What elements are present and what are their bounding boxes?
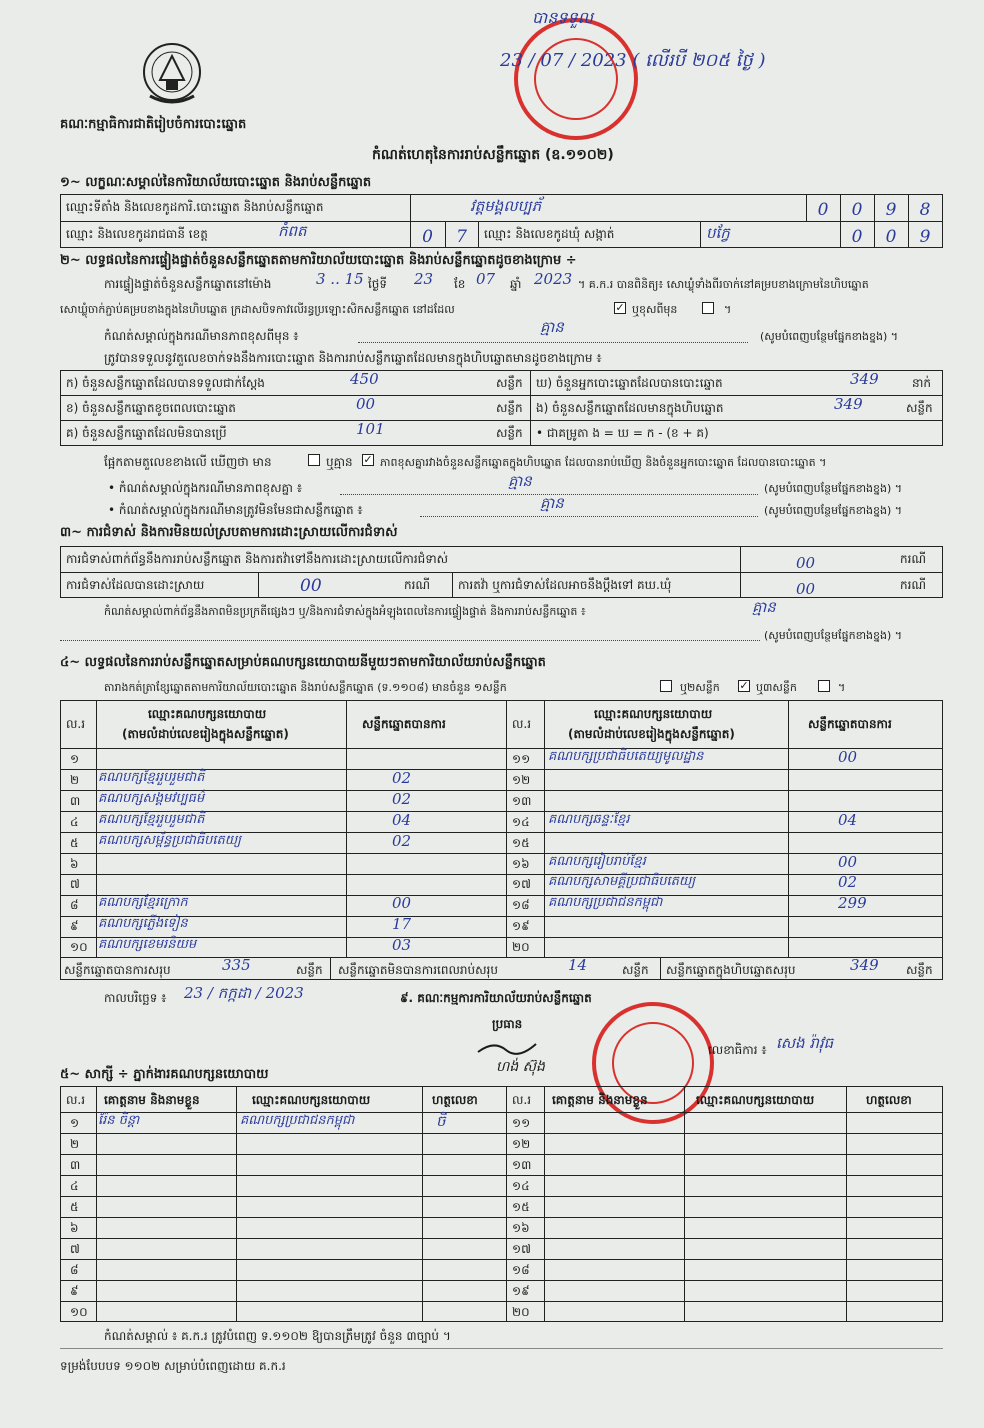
place-code-digit: 8 — [919, 200, 931, 220]
row-number: ២ — [70, 773, 80, 787]
footer-note: កំណត់សម្គាល់ ៖ គ.ក.រ ត្រូវបំពេញ ទ.១១០២ ឱ្យបានត្រឹមត្រូវ ចំនួន ៣ច្បាប់ ។ — [104, 1329, 451, 1343]
compare-text-c: ភាពខុសគ្នារវាងចំនួនសន្លឹកឆ្នោតក្នុងហិបឆ្នោត ដែលបានរាប់ឃើញ និងចំនួនអ្នកបោះឆ្នោត ដែលបានបោះឆ្នោត ។ — [380, 456, 827, 469]
two-sheet-label: ឬ២សន្លឹក — [680, 681, 720, 694]
w-col-name: គោត្តនាម និងនាមខ្លួន — [104, 1093, 200, 1107]
count-label: ក) ចំនួនសន្លឹកឆ្នោតដែលបានទទួលជាក់ស្តែង — [66, 376, 265, 390]
w-col-no: ល.រ — [66, 1093, 86, 1107]
section4-heading: ៤~ លទ្ធផលនៃការរាប់សន្លឹកឆ្នោតសម្រាប់គណបក្សនយោបាយនីមួយៗតាមការិយាល័យរាប់សន្លឹកឆ្នោត — [60, 655, 546, 670]
place-code-digit: 0 — [851, 200, 863, 220]
witness-row-number: ១៤ — [512, 1179, 530, 1193]
count-value: 00 — [356, 395, 376, 413]
party-votes: 299 — [838, 894, 867, 912]
row-number: ១៣ — [512, 794, 532, 808]
chair-name: ហង់ ស៊ុង — [496, 1059, 545, 1075]
stamp-date-handwriting: 23 / 07 / 2023 ( លើរបី ២០៥ ថ្ងៃ ) — [500, 50, 766, 71]
resolved-value: 00 — [300, 576, 322, 596]
row-number: ១៦ — [512, 857, 530, 871]
row-number: ១១ — [512, 752, 531, 766]
witness-row-number: ៨ — [70, 1263, 79, 1277]
count-label: ង) ចំនួនសន្លឹកឆ្នោតដែលមានក្នុងហិបឆ្នោត — [536, 401, 724, 415]
place-label: ឈ្មោះទីតាំង និងលេខកូដការិ.បោះឆ្នោត និងរាប់សន្លឹកឆ្នោត — [66, 200, 324, 214]
total-box-value: 349 — [850, 956, 879, 974]
verify-text-c: ខែ — [454, 277, 466, 291]
commune-value: បក្វែ — [706, 224, 730, 242]
compare-text-a: ផ្អែកតាមតួលេខខាងលើ ឃើញថា មាន — [104, 455, 272, 469]
org-name: គណៈកម្មាធិការជាតិរៀបចំការបោះឆ្នោត — [60, 117, 247, 132]
province-code-digit: 0 — [422, 227, 433, 247]
col-party-subheader: (តាមលំដាប់លេខរៀងក្នុងសន្លឹកឆ្នោត) — [568, 727, 735, 741]
witness-row-number: ១៧ — [512, 1242, 531, 1256]
row-number: ១២ — [512, 773, 531, 787]
line-end: ។ — [724, 303, 732, 316]
commune-label: ឈ្មោះ និងលេខកូដឃុំ សង្កាត់ — [484, 227, 615, 241]
row-number: ១៧ — [512, 877, 531, 891]
row-number: ៣ — [70, 794, 81, 808]
col-votes-header: សន្លឹកឆ្នោតបានការ — [808, 717, 892, 731]
party-votes: 02 — [392, 790, 412, 808]
witness-row-number: ៩ — [70, 1284, 79, 1298]
total-valid-value: 335 — [222, 956, 251, 974]
tally-intro: តារាងកត់ត្រាខ្សែឆ្នោតតាមការិយាល័យបោះឆ្នោត និងរាប់សន្លឹកឆ្នោត (ទ.១១០៨) មានចំនួន ១សន្លឹក — [104, 681, 507, 694]
row-number: ១០ — [70, 940, 88, 954]
unit-label: សន្លឹក — [906, 963, 933, 977]
count-value: 349 — [834, 395, 863, 413]
party-name: គណបក្សខ្មែររួបរួមជាតិ — [98, 812, 205, 827]
list-intro: ត្រូវបានទទួលនូវតួលេខចាក់ទងនឹងការបោះឆ្នោត និងការរាប់សន្លឹកឆ្នោតដែលមានក្នុងហិបឆ្នោតមានដូចខាងក្រោម ៖ — [104, 351, 602, 365]
same-checkbox[interactable]: ✓ — [615, 301, 625, 314]
party-name: គណបក្សខ្មែររួបរួមជាតិ — [98, 770, 205, 785]
w-col-sig: ហត្ថលេខា — [866, 1093, 912, 1107]
party-name: គណបក្សឆន្ទៈខ្មែរ — [548, 812, 630, 827]
fill-more-note: (សូមបំពេញបន្ថែមផ្នែកខាងខ្នង) ។ — [764, 629, 903, 642]
witness-row-number: ១៦ — [512, 1221, 530, 1235]
count-unit: សន្លឹក — [496, 426, 523, 440]
party-name: គណបក្សខ្មែរក្រោក — [98, 895, 188, 910]
verify-month: 07 — [476, 270, 496, 288]
row-number: ១៩ — [512, 919, 530, 933]
party-name: គណបក្សភ្លើងទៀន — [98, 916, 188, 931]
place-value: វត្តមង្គលប្បភ័ — [470, 197, 542, 215]
row-number: ១៥ — [512, 836, 530, 850]
party-votes: 17 — [392, 915, 412, 933]
row-number: ៧ — [70, 877, 80, 891]
witness-row-number: ១៣ — [512, 1158, 532, 1172]
row-number: ៥ — [70, 836, 79, 850]
secretary-label: លេខាធិការ ៖ — [708, 1043, 767, 1057]
verify-text-d: ឆ្នាំ — [510, 277, 522, 291]
fill-more-note: (សូមបំពេញបន្ថែមផ្នែកខាងខ្នង) ។ — [764, 504, 903, 517]
party-votes: 00 — [838, 748, 858, 766]
col-party-header: ឈ្មោះគណបក្សនយោបាយ — [148, 707, 267, 721]
objection-value: 00 — [796, 554, 816, 572]
formula-text: • ជាគម្រូតា ង = ឃ = ក - (ខ + គ) — [536, 426, 709, 440]
count-label: គ) ចំនួនសន្លឹកឆ្នោតដែលមិនបានប្រើ — [66, 426, 227, 440]
unit-label: សន្លឹក — [622, 963, 649, 977]
appeal-unit: ករណី — [900, 578, 927, 592]
secretary-value: សេង រ៉ាវុធ — [776, 1034, 834, 1052]
count-unit: សន្លឹក — [496, 401, 523, 415]
party-votes: 02 — [392, 832, 412, 850]
appeal-label: ការតវ៉ា ឬការជំទាស់ដែលអាចនឹងប្តឹងទៅ គឃ.ឃុំ — [458, 578, 672, 592]
form-note: ទម្រង់បែបបទ ១១០២ សម្រាប់បំពេញដោយ គ.ក.រ — [60, 1359, 286, 1373]
stamp-received-handwriting: បានទទួល — [532, 8, 593, 27]
witness-row-number: ១ — [70, 1116, 80, 1130]
irregularity-note-label: កំណត់សម្គាល់ពាក់ព័ន្ធនឹងភាពមិនប្រក្រតីផ្សេងៗ ឬ/និងការជំទាស់ក្នុងអំឡុងពេលនៃការផ្ទៀងផ្ទាត់ និងការរាប់សន្លឹកឆ្នោត ៖ — [104, 605, 586, 618]
count-unit: សន្លឹក — [496, 376, 523, 390]
party-name: គណបក្សសាមគ្គីប្រជាធិបតេយ្យ — [548, 874, 696, 889]
witness-row-number: ២០ — [512, 1305, 530, 1319]
col-party-subheader: (តាមលំដាប់លេខរៀងក្នុងសន្លឹកឆ្នោត) — [122, 727, 289, 741]
compare-text-b: ឬគ្មាន — [326, 455, 353, 469]
witness-row-number: ៤ — [70, 1179, 79, 1193]
party-votes: 02 — [838, 873, 858, 891]
note3-value: គ្មាន — [540, 494, 564, 512]
col-no-header: ល.រ — [512, 717, 532, 731]
count-value: 450 — [350, 370, 379, 388]
witness-row-number: ៣ — [70, 1158, 81, 1172]
section5-heading: ៥~ សាក្សី ÷ ភ្នាក់ងារគណបក្សនយោបាយ — [60, 1067, 269, 1082]
witness-signature: ចិ — [436, 1112, 446, 1130]
row-number: ៦ — [70, 857, 79, 871]
party-votes: 02 — [392, 769, 412, 787]
three-sheet-label: ឬ៣សន្លឹក — [756, 681, 797, 694]
witness-row-number: ១០ — [70, 1305, 88, 1319]
row-number: ៨ — [70, 898, 79, 912]
one-sheet-checkbox[interactable] — [660, 680, 672, 692]
count-value: 349 — [850, 370, 879, 388]
count-label: ឃ) ចំនួនអ្នកបោះឆ្នោតដែលបានបោះឆ្នោត — [536, 376, 723, 390]
row-number: ២០ — [512, 940, 530, 954]
commune-code-digit: 0 — [851, 227, 863, 247]
party-name: គណបក្សសង្គមវប្បធម៌ — [98, 791, 205, 806]
note2-value: គ្មាន — [508, 472, 532, 490]
objection-label: ការជំទាស់ពាក់ព័ន្ធនឹងការរាប់សន្លឹកឆ្នោត និងការតវ៉ាទៅនឹងការដោះស្រាយលើការជំទាស់ — [66, 552, 449, 566]
fill-more-note: (សូមបំពេញបន្ថែមផ្នែកខាងខ្នង) ។ — [760, 330, 899, 343]
different-checkbox[interactable] — [702, 302, 714, 314]
note3-label: • កំណត់សម្គាល់ក្នុងករណីមានត្រូវមិនមែនជាសន្លឹកឆ្នោត ៖ — [108, 503, 363, 517]
note-label: កំណត់សម្គាល់ក្នុងករណីមានភាពខុសពីមុន ៖ — [104, 329, 299, 343]
total-invalid-label: សន្លឹកឆ្នោតមិនបានការពេលរាប់សរុប — [338, 963, 498, 977]
witness-row-number: ១៥ — [512, 1200, 530, 1214]
date-value: 23 / កក្កដា / 2023 — [184, 984, 304, 1002]
province-label: ឈ្មោះ និងលេខកូដរាជធានី ខេត្ត — [66, 227, 208, 241]
row-number: ១៨ — [512, 898, 530, 912]
witness-row-number: ៧ — [70, 1242, 80, 1256]
resolved-unit: ករណី — [404, 578, 431, 592]
witness-row-number: ១៨ — [512, 1263, 530, 1277]
verify-day: 23 — [414, 270, 434, 288]
irregularity-note-value: គ្មាន — [752, 598, 776, 616]
col-no-header: ល.រ — [66, 717, 86, 731]
row-number: ១៤ — [512, 815, 530, 829]
verify-line2: សោឃ្លុំចាក់ភ្ជាប់គម្របខាងក្នុងនៃហិបឆ្នោត ក្រដាសបិទកាវលើរន្ធប្រឡោះសិកសន្លឹកឆ្នោត នៅដដែល — [60, 303, 455, 316]
verify-text-a: ការផ្ទៀងផ្ទាត់ចំនួនសន្លឹកឆ្នោតនៅម៉ោង — [104, 277, 272, 291]
note2-label: • កំណត់សម្គាល់ក្នុងករណីមានភាពខុសគ្នា ៖ — [108, 481, 303, 495]
party-votes: 00 — [392, 894, 412, 912]
row-number: ១ — [70, 752, 80, 766]
verify-time: 3 .. 15 — [316, 270, 364, 288]
count-value: 101 — [356, 420, 385, 438]
total-box-label: សន្លឹកឆ្នោតក្នុងហិបឆ្នោតសរុប — [666, 963, 796, 977]
count-unit: នាក់ — [912, 376, 932, 390]
party-name: គណបក្សប្រជាជនកម្ពុជា — [548, 895, 663, 910]
party-votes: 04 — [838, 811, 858, 829]
row-number: ៤ — [70, 815, 79, 829]
commune-code-digit: 0 — [885, 227, 897, 247]
party-name: គណបក្សខេមរនិយម — [98, 937, 197, 952]
section3-heading: ៣~ ការជំទាស់ និងការមិនយល់ស្របតាមការដោះស្រាយលើការជំទាស់ — [60, 525, 398, 540]
col-party-header: ឈ្មោះគណបក្សនយោបាយ — [594, 707, 713, 721]
fill-more-note: (សូមបំពេញបន្ថែមផ្នែកខាងខ្នង) ។ — [764, 482, 903, 495]
party-votes: 03 — [392, 936, 412, 954]
resolved-label: ការជំទាស់ដែលបានដោះស្រាយ — [66, 578, 205, 592]
has-difference-checkbox[interactable] — [308, 454, 320, 466]
witness-row-number: ១៩ — [512, 1284, 530, 1298]
unit-label: សន្លឹក — [296, 963, 323, 977]
verify-text-e: ។ គ.ក.រ បានពិនិត្យ៖ សោឃ្លុំទាំងពីរចាក់នៅគម្របខាងក្រោមនៃហិបឆ្នោត — [578, 278, 869, 291]
witness-row-number: ១១ — [512, 1116, 531, 1130]
no-difference-checkbox[interactable]: ✓ — [363, 453, 373, 466]
note-value: គ្មាន — [540, 318, 564, 336]
row-number: ៩ — [70, 919, 79, 933]
witness-name: រ៉ែន ចិន្តា — [98, 1113, 140, 1128]
count-label: ខ) ចំនួនសន្លឹកឆ្នោតខូចពេលបោះឆ្នោត — [66, 401, 236, 415]
appeal-value: 00 — [796, 580, 816, 598]
party-name: គណបក្សសម្ព័ន្ធប្រជាធិបតេយ្យ — [98, 833, 242, 848]
three-sheet-checkbox[interactable] — [818, 680, 830, 692]
place-code-digit: 9 — [885, 200, 897, 220]
committee-label: ៩. គណៈកម្មការការិយាល័យរាប់សន្លឹកឆ្នោត — [400, 991, 592, 1005]
total-invalid-value: 14 — [568, 956, 588, 974]
witness-table — [60, 1086, 943, 1322]
w-col-party: ឈ្មោះគណបក្សនយោបាយ — [696, 1093, 815, 1107]
page-title: កំណត់ហេតុនៃការរាប់សន្លឹកឆ្នោត (ឧ.១១០២) — [372, 147, 614, 163]
witness-row-number: ៥ — [70, 1200, 79, 1214]
section1-heading: ១~ លក្ខណៈសម្គាល់នៃការិយាល័យបោះឆ្នោត និងរាប់សន្លឹកឆ្នោត — [60, 175, 372, 190]
nec-emblem — [140, 40, 204, 108]
witness-row-number: ២ — [70, 1137, 80, 1151]
party-votes: 00 — [838, 853, 858, 871]
objection-unit: ករណី — [900, 552, 927, 566]
chair-label: ប្រធាន — [492, 1017, 523, 1031]
w-col-name: គោត្តនាម និងនាមខ្លួន — [552, 1093, 648, 1107]
province-code-digit: 7 — [456, 227, 467, 247]
w-col-party: ឈ្មោះគណបក្សនយោបាយ — [252, 1093, 371, 1107]
verify-year: 2023 — [534, 270, 573, 288]
chair-signature — [476, 1036, 546, 1060]
witness-row-number: ៦ — [70, 1221, 79, 1235]
party-votes: 04 — [392, 811, 412, 829]
commune-code-digit: 9 — [919, 227, 931, 247]
different-label: ឬខុសពីមុន — [632, 303, 678, 316]
witness-row-number: ១២ — [512, 1137, 531, 1151]
verify-text-b: ថ្ងៃទី — [368, 277, 388, 291]
total-valid-label: សន្លឹកឆ្នោតបានការសរុប — [64, 963, 171, 977]
w-col-no: ល.រ — [512, 1093, 532, 1107]
col-votes-header: សន្លឹកឆ្នោតបានការ — [362, 717, 446, 731]
witness-party: គណបក្សប្រជាជនកម្ពុជា — [240, 1113, 355, 1128]
count-unit: សន្លឹក — [906, 401, 933, 415]
section2-heading: ២~ លទ្ធផលនៃការផ្ទៀងផ្ទាត់ចំនួនសន្លឹកឆ្នោតតាមការិយាល័យបោះឆ្នោត និងរាប់សន្លឹកឆ្នោតដូចខាងក្រោម ÷ — [60, 253, 577, 268]
party-name: គណបក្សប្រជាធិបតេយ្យមូលដ្ឋាន — [548, 749, 704, 764]
date-label: កាលបរិច្ឆេទ ៖ — [104, 991, 167, 1005]
province-value: កំពត — [278, 222, 307, 240]
place-code-digit: 0 — [817, 200, 829, 220]
party-name: គណបក្សរៀបរាប់ខ្មែរ — [548, 854, 646, 869]
line-end: ។ — [838, 681, 846, 694]
w-col-sig: ហត្ថលេខា — [432, 1093, 478, 1107]
two-sheet-checkbox[interactable]: ✓ — [739, 679, 749, 692]
